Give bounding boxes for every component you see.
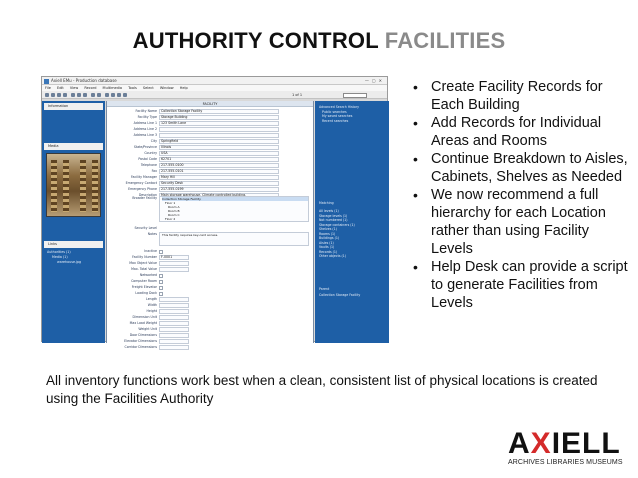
- form-field-row: [107, 157, 315, 162]
- form-field-row: [107, 261, 315, 266]
- form-field-row: [107, 297, 315, 302]
- menu-tools[interactable]: Tools: [128, 86, 137, 90]
- links-header[interactable]: Links: [44, 241, 103, 248]
- form-field-row: [107, 333, 315, 338]
- tree-item[interactable]: warehouse.jpg: [57, 260, 82, 264]
- field-input[interactable]: USA: [159, 151, 279, 155]
- form-field-row: [107, 127, 315, 132]
- window-controls[interactable]: —▢✕: [364, 78, 385, 83]
- form-field-row: [107, 181, 315, 186]
- form-field-row: [107, 109, 315, 114]
- field-label: Facility Type: [137, 115, 157, 119]
- field-label: Height: [146, 309, 157, 313]
- matching-item[interactable]: All levels (1): [319, 209, 339, 213]
- field-input[interactable]: [159, 303, 189, 307]
- notes-field[interactable]: [159, 232, 309, 246]
- form-field-row: [107, 273, 315, 278]
- media-header[interactable]: Media: [44, 143, 103, 150]
- record-counter: 1 of 1: [292, 93, 303, 97]
- information-header[interactable]: Information: [44, 103, 103, 110]
- field-input[interactable]: [159, 309, 189, 313]
- field-label: Facility Name: [135, 109, 157, 113]
- copy-icon[interactable]: [77, 93, 81, 97]
- menu-select[interactable]: Select: [142, 86, 154, 90]
- matching-item[interactable]: Vaults (1): [319, 245, 335, 249]
- form-field-row: [107, 255, 315, 260]
- last-record-icon[interactable]: [123, 93, 127, 97]
- field-label: Corridor Dimensions: [124, 345, 157, 349]
- right-panel: [315, 101, 389, 343]
- broader-facility-list[interactable]: [159, 196, 309, 222]
- field-checkbox[interactable]: [159, 274, 163, 278]
- field-input[interactable]: [159, 127, 279, 131]
- form-field-row: [107, 121, 315, 126]
- tree-item[interactable]: Media (1): [52, 255, 68, 259]
- matching-item[interactable]: Shelves (1): [319, 227, 337, 231]
- form-field-row: [107, 327, 315, 332]
- toolbar: [42, 91, 387, 99]
- form-field-row: [107, 345, 315, 350]
- form-field-row: [107, 249, 315, 254]
- window-titlebar: [42, 77, 387, 85]
- list-item[interactable]: Room C: [168, 213, 180, 217]
- form-field-row: [107, 315, 315, 320]
- form-field-row: [107, 145, 315, 150]
- matching-item[interactable]: Storage containers (1): [319, 222, 355, 227]
- field-label: Fax: [151, 169, 157, 173]
- form-field-row: [107, 279, 315, 284]
- field-label: Facility Manager: [130, 175, 157, 179]
- page-title: [0, 28, 638, 54]
- form-field-row: [107, 291, 315, 296]
- field-label: Computer Room: [131, 279, 157, 283]
- field-label: Emergency Phone: [128, 187, 157, 191]
- left-panel: [42, 101, 105, 343]
- field-label: Country: [144, 151, 157, 155]
- bullet-item: • Create Facility Records for Each Building: [412, 78, 632, 114]
- field-label: Elevator Dimensions: [124, 339, 157, 343]
- field-label: State/Province: [133, 145, 157, 149]
- form-field-row: [107, 139, 315, 144]
- field-input[interactable]: [159, 333, 189, 337]
- notes-value: This facility requires key-card access.: [162, 233, 219, 237]
- window-title: Axiell EMu - Production database: [51, 78, 117, 83]
- field-label: Description: [138, 193, 157, 197]
- field-label: Address Line 1: [133, 121, 157, 125]
- broader-facility-label: Broader Facility: [132, 196, 157, 200]
- search-history: [319, 105, 359, 123]
- prev-record-icon[interactable]: [111, 93, 115, 97]
- paste-icon[interactable]: [83, 93, 87, 97]
- field-checkbox[interactable]: [159, 286, 163, 290]
- field-input[interactable]: 217-555-0199: [159, 187, 279, 191]
- field-label: Address Line 3: [133, 133, 157, 137]
- matching-item[interactable]: Aisles (1): [319, 240, 334, 245]
- matching-item[interactable]: Rooms (1): [319, 231, 336, 236]
- form-section-title: FACILITY: [107, 101, 313, 107]
- field-label: Weight Unit: [138, 327, 157, 331]
- bullet-item: • We now recommend a full hierarchy for each Location rather than using Facility Levels: [412, 186, 632, 258]
- field-input[interactable]: [159, 133, 279, 137]
- axiell-logo: [508, 427, 623, 466]
- field-input[interactable]: [159, 315, 189, 319]
- field-checkbox[interactable]: [159, 292, 163, 296]
- matching-item[interactable]: Buildings (1): [319, 236, 340, 240]
- field-label: Telephone: [140, 163, 157, 167]
- field-label: Door Dimensions: [129, 333, 157, 337]
- form-field-row: [107, 321, 315, 326]
- bullet-item: • Add Records for Individual Areas and Rooms: [412, 114, 632, 150]
- field-label: Address Line 2: [133, 127, 157, 131]
- field-input[interactable]: 62701: [159, 157, 279, 161]
- field-input[interactable]: Illinois: [159, 145, 279, 149]
- links-tree: [47, 250, 81, 265]
- field-label: Freight Elevator: [131, 285, 157, 289]
- menu-view[interactable]: View: [69, 86, 79, 90]
- menu-record[interactable]: Record: [84, 86, 97, 90]
- logo-tagline: ARCHIVES LIBRARIES MUSEUMS: [508, 459, 623, 466]
- field-label: Loading Dock: [135, 291, 157, 295]
- parent-value[interactable]: Collection Storage Facility: [319, 293, 361, 297]
- first-record-icon[interactable]: [105, 93, 109, 97]
- field-label: Dimension Unit: [132, 315, 157, 319]
- field-input[interactable]: [159, 345, 189, 349]
- save-icon[interactable]: [57, 93, 61, 97]
- field-checkbox[interactable]: [159, 250, 163, 254]
- form-field-row: [107, 309, 315, 314]
- list-item[interactable]: Collection Storage Facility: [162, 197, 308, 201]
- field-label: Postal Code: [138, 157, 157, 161]
- field-label: Emergency Contact: [125, 181, 157, 185]
- field-input[interactable]: [159, 267, 189, 271]
- field-checkbox[interactable]: [159, 280, 163, 284]
- field-input[interactable]: F-0001: [159, 255, 189, 259]
- media-thumbnail[interactable]: [46, 153, 101, 217]
- new-record-icon[interactable]: [45, 93, 49, 97]
- field-input[interactable]: [159, 339, 189, 343]
- form-field-row: [107, 115, 315, 120]
- history-item[interactable]: Advanced Search History: [319, 105, 360, 109]
- field-input[interactable]: [159, 297, 189, 301]
- field-input[interactable]: Security Desk: [159, 181, 279, 185]
- field-input[interactable]: 217-555-0100: [159, 163, 279, 167]
- list-item[interactable]: Room A: [168, 205, 180, 209]
- field-label: Max. Total Value: [131, 267, 157, 271]
- list-item[interactable]: Floor 2: [165, 217, 176, 221]
- field-label: Networked: [139, 273, 157, 277]
- field-input[interactable]: 217-555-0101: [159, 169, 279, 173]
- field-input[interactable]: Collection Storage Facility: [159, 109, 279, 113]
- field-label: Inactive: [144, 249, 157, 253]
- next-record-icon[interactable]: [117, 93, 121, 97]
- menu-help[interactable]: Help: [179, 86, 188, 90]
- history-item[interactable]: My saved searches: [322, 114, 353, 118]
- matching-header: Matching: [319, 201, 334, 205]
- matching-item[interactable]: Records (1): [319, 249, 338, 254]
- bullet-list: [412, 78, 632, 312]
- field-label: Facility Number: [132, 255, 157, 259]
- filter-icon[interactable]: [97, 93, 101, 97]
- form-field-row: [107, 175, 315, 180]
- matching-item[interactable]: Not numbered (1): [319, 218, 348, 222]
- form-field-row: [107, 169, 315, 174]
- logo-x-mark: X: [530, 427, 552, 460]
- history-item[interactable]: Recent searches: [322, 118, 349, 123]
- field-input[interactable]: Storage Building: [159, 115, 279, 119]
- form-field-row: [107, 187, 315, 192]
- toolbar-search-input[interactable]: [343, 93, 367, 98]
- field-input[interactable]: [159, 321, 189, 325]
- menu-multimedia[interactable]: Multimedia: [102, 86, 123, 90]
- form-field-row: [107, 303, 315, 308]
- security-level-row: [107, 226, 315, 231]
- title-primary: AUTHORITY CONTROL: [132, 28, 379, 53]
- menu-edit[interactable]: Edit: [56, 86, 64, 90]
- bullet-item: • Continue Breakdown to Aisles, Cabinets, Shelves as Needed: [412, 150, 632, 186]
- menu-file[interactable]: File: [45, 86, 51, 90]
- record-form: [106, 101, 314, 349]
- notes-label: Notes: [147, 232, 157, 236]
- logo-wordmark: AXIELL: [508, 427, 621, 460]
- field-label: Length: [146, 297, 157, 301]
- cut-icon[interactable]: [71, 93, 75, 97]
- parent-header: Parent: [319, 287, 330, 291]
- print-icon[interactable]: [63, 93, 67, 97]
- field-input[interactable]: 123 Smith Lane: [159, 121, 279, 125]
- field-input[interactable]: Springfield: [159, 139, 279, 143]
- field-label: Width: [147, 303, 157, 307]
- facility-screenshot: [41, 76, 388, 349]
- field-label: Max Object Value: [129, 261, 157, 265]
- field-input[interactable]: Mary Hill: [159, 175, 279, 179]
- open-icon[interactable]: [51, 93, 55, 97]
- menu-window[interactable]: Window: [159, 86, 174, 90]
- matching-item[interactable]: Storage levels (1): [319, 213, 348, 218]
- field-input[interactable]: [159, 327, 189, 331]
- bullet-item: • Help Desk can provide a script to generate Facilities from Levels: [412, 258, 632, 312]
- security-level-label: Security Level: [134, 226, 157, 230]
- field-input[interactable]: [159, 261, 189, 265]
- search-icon[interactable]: [91, 93, 95, 97]
- slide-caption: All inventory functions work best when a clean, consistent list of physical locations is created using the Facilities Authority: [46, 373, 598, 406]
- title-secondary: FACILITIES: [384, 28, 506, 53]
- form-field-row: [107, 267, 315, 272]
- form-field-row: [107, 339, 315, 344]
- field-label: City: [150, 139, 157, 143]
- field-label: Max Load Weight: [129, 321, 157, 325]
- form-field-row: [107, 151, 315, 156]
- history-item[interactable]: Public searches: [322, 109, 347, 114]
- list-item[interactable]: Room B: [168, 209, 180, 213]
- matching-list: [319, 209, 355, 259]
- app-icon: [44, 79, 49, 84]
- matching-item[interactable]: Other objects (1): [319, 254, 347, 258]
- list-item[interactable]: Floor 1: [165, 201, 176, 205]
- form-field-row: [107, 285, 315, 290]
- form-field-row: [107, 133, 315, 138]
- tree-item[interactable]: Authorities (1): [47, 250, 71, 254]
- form-field-row: [107, 163, 315, 168]
